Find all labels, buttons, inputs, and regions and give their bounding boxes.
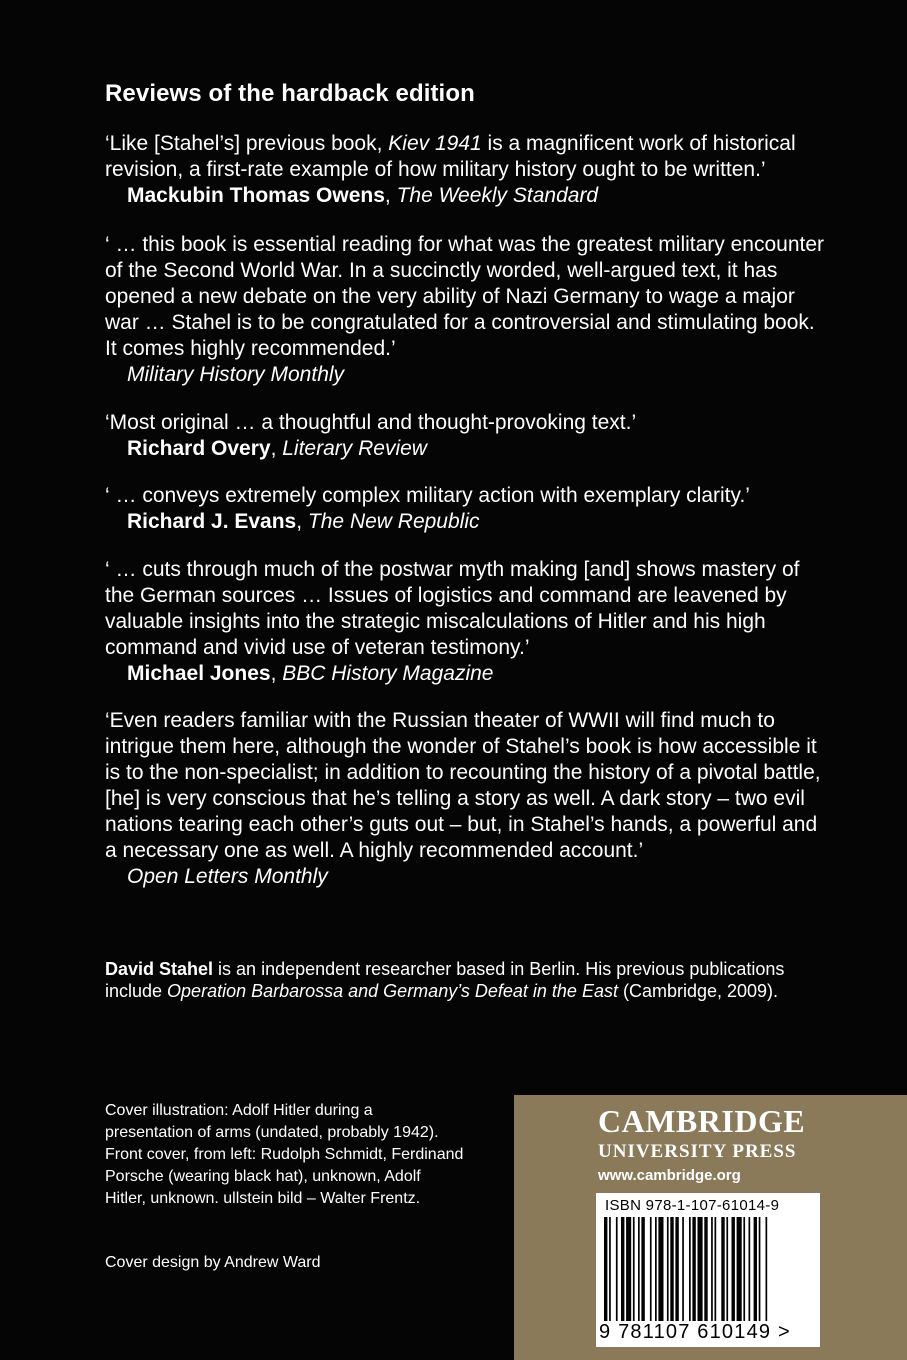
barcode-panel [596,1193,820,1347]
barcode-bar [732,1217,735,1321]
cover-design-credit: Cover design by Andrew Ward [105,1254,321,1271]
review-attribution: Michael Jones, BBC History Magazine [127,662,494,685]
barcode-bar [641,1217,644,1321]
author-bio [105,958,805,1002]
barcode-bar [658,1217,663,1321]
barcode-bar [766,1217,768,1321]
barcode-bar [726,1217,728,1321]
review-attribution [105,864,825,890]
review-4 [105,483,825,535]
barcode-bar [754,1217,757,1321]
barcode-bar [692,1217,695,1321]
review-quote [105,131,825,183]
barcode-bar [667,1217,669,1321]
review-quote: ‘Most original … a thoughtful and thought-provoking text.’ [105,411,637,434]
review-2 [105,232,825,388]
reviewer-name: Richard Overy [127,437,271,460]
isbn-label: ISBN 978-1-107-61014-9 [605,1197,780,1214]
review-source: The New Republic [307,510,480,533]
previous-book-title: Operation Barbarossa and Germany’s Defeat in the East [167,981,618,1001]
barcode-bar [621,1217,624,1321]
barcode-bar [655,1217,657,1321]
barcode-bar [670,1217,673,1321]
barcode-bar [689,1217,691,1321]
review-attribution [105,362,825,388]
reviewer-name: Michael Jones [127,662,271,685]
author-bio-text: is an independent researcher based in Berlin. His previous publications include [105,959,785,1001]
barcode-bar [715,1217,717,1321]
author-name: David Stahel [105,959,214,979]
review-quote: ‘ … conveys extremely complex military action with exemplary clarity.’ [105,484,750,507]
barcode-digits: 9 781107 610149 > [599,1321,791,1343]
publisher-logo-subtitle: UNIVERSITY PRESS [598,1141,797,1162]
reviewer-name: Richard J. Evans [127,510,297,533]
review-6 [105,708,825,890]
review-3 [105,410,825,462]
review-quote: ‘Even readers familiar with the Russian theater of WWII will find much to intrigue them here, although the wonder of Stahel’s book is how accessible it is to the non-specialist; in addition to recounting the history of a pivotal battle, [he] is very conscious that he’s telling a story as well. A dark story – two evil nations tearing each other’s guts out – but, in Stahel’s hands, a powerful and a necessary one as well. A highly recommended account.’ [105,709,821,862]
review-source: Military History Monthly [127,363,345,386]
review-source: Open Letters Monthly [127,865,328,888]
review-source: Literary Review [282,437,427,460]
review-attribution: Richard J. Evans, The New Republic [127,510,480,533]
barcode-bar [711,1217,713,1321]
review-source: BBC History Magazine [282,662,494,685]
review-attribution: Richard Overy, Literary Review [127,437,427,460]
barcode-bar [604,1217,607,1321]
review-attribution: Mackubin Thomas Owens, The Weekly Standard [127,184,599,207]
barcode-bar [759,1217,761,1321]
barcode-bar [704,1217,707,1321]
publisher-panel [514,1095,907,1360]
barcode-bar [698,1217,703,1321]
reviews-heading: Reviews of the hardback edition [105,80,475,107]
barcode-bar [737,1217,742,1321]
barcode-bar [626,1217,631,1321]
quote-text: is a magnificent work of historical revision, a first-rate example of how military history ought to be written.’ [105,132,796,181]
author-bio-text: (Cambridge, 2009). [617,981,779,1001]
barcode-bar [675,1217,678,1321]
book-title: Kiev 1941 [388,132,482,155]
cover-credits: Cover illustration: Adolf Hitler during a presentation of arms (undated, probably 1942). Front cover, from left: Rudolph Schmidt, Ferdinand Porsche (wearing black hat), unknown, Adolf Hitler, unknown. ullstein bild – Walter Frentz. [105,1102,464,1207]
review-quote: ‘ … cuts through much of the postwar myth making [and] shows mastery of the German sources … Issues of logistics and command are leavened by valuable insights into the strategic miscalculations of Hitler and his high command and vivid use of veteran testimony.’ [105,558,800,659]
barcode-bar [743,1217,745,1321]
reviewer-name: Mackubin Thomas Owens [127,184,385,207]
quote-text: ‘Like [Stahel’s] previous book, [105,132,389,155]
review-5 [105,557,825,687]
barcode-bar [609,1217,611,1321]
barcode-bar [616,1217,618,1321]
barcode-bar [638,1217,640,1321]
barcode-bar [650,1217,652,1321]
review-quote: ‘ … this book is essential reading for what was the greatest military encounter of the Second World War. In a succinctly worded, well-argued text, it has opened a new debate on the very ability of Nazi Germany to wage a major war … Stahel is to be congratulated for a controversial and stimulating book. It comes highly recommended.’ [105,233,825,360]
barcode-bar [749,1217,751,1321]
barcode-icon [604,1217,812,1321]
barcode-bar [682,1217,684,1321]
publisher-logo-name: CAMBRIDGE [598,1103,806,1139]
publisher-url: www.cambridge.org [598,1167,741,1184]
barcode-bar [633,1217,635,1321]
barcode-bar [721,1217,724,1321]
review-1 [105,131,825,209]
review-source: The Weekly Standard [396,184,599,207]
